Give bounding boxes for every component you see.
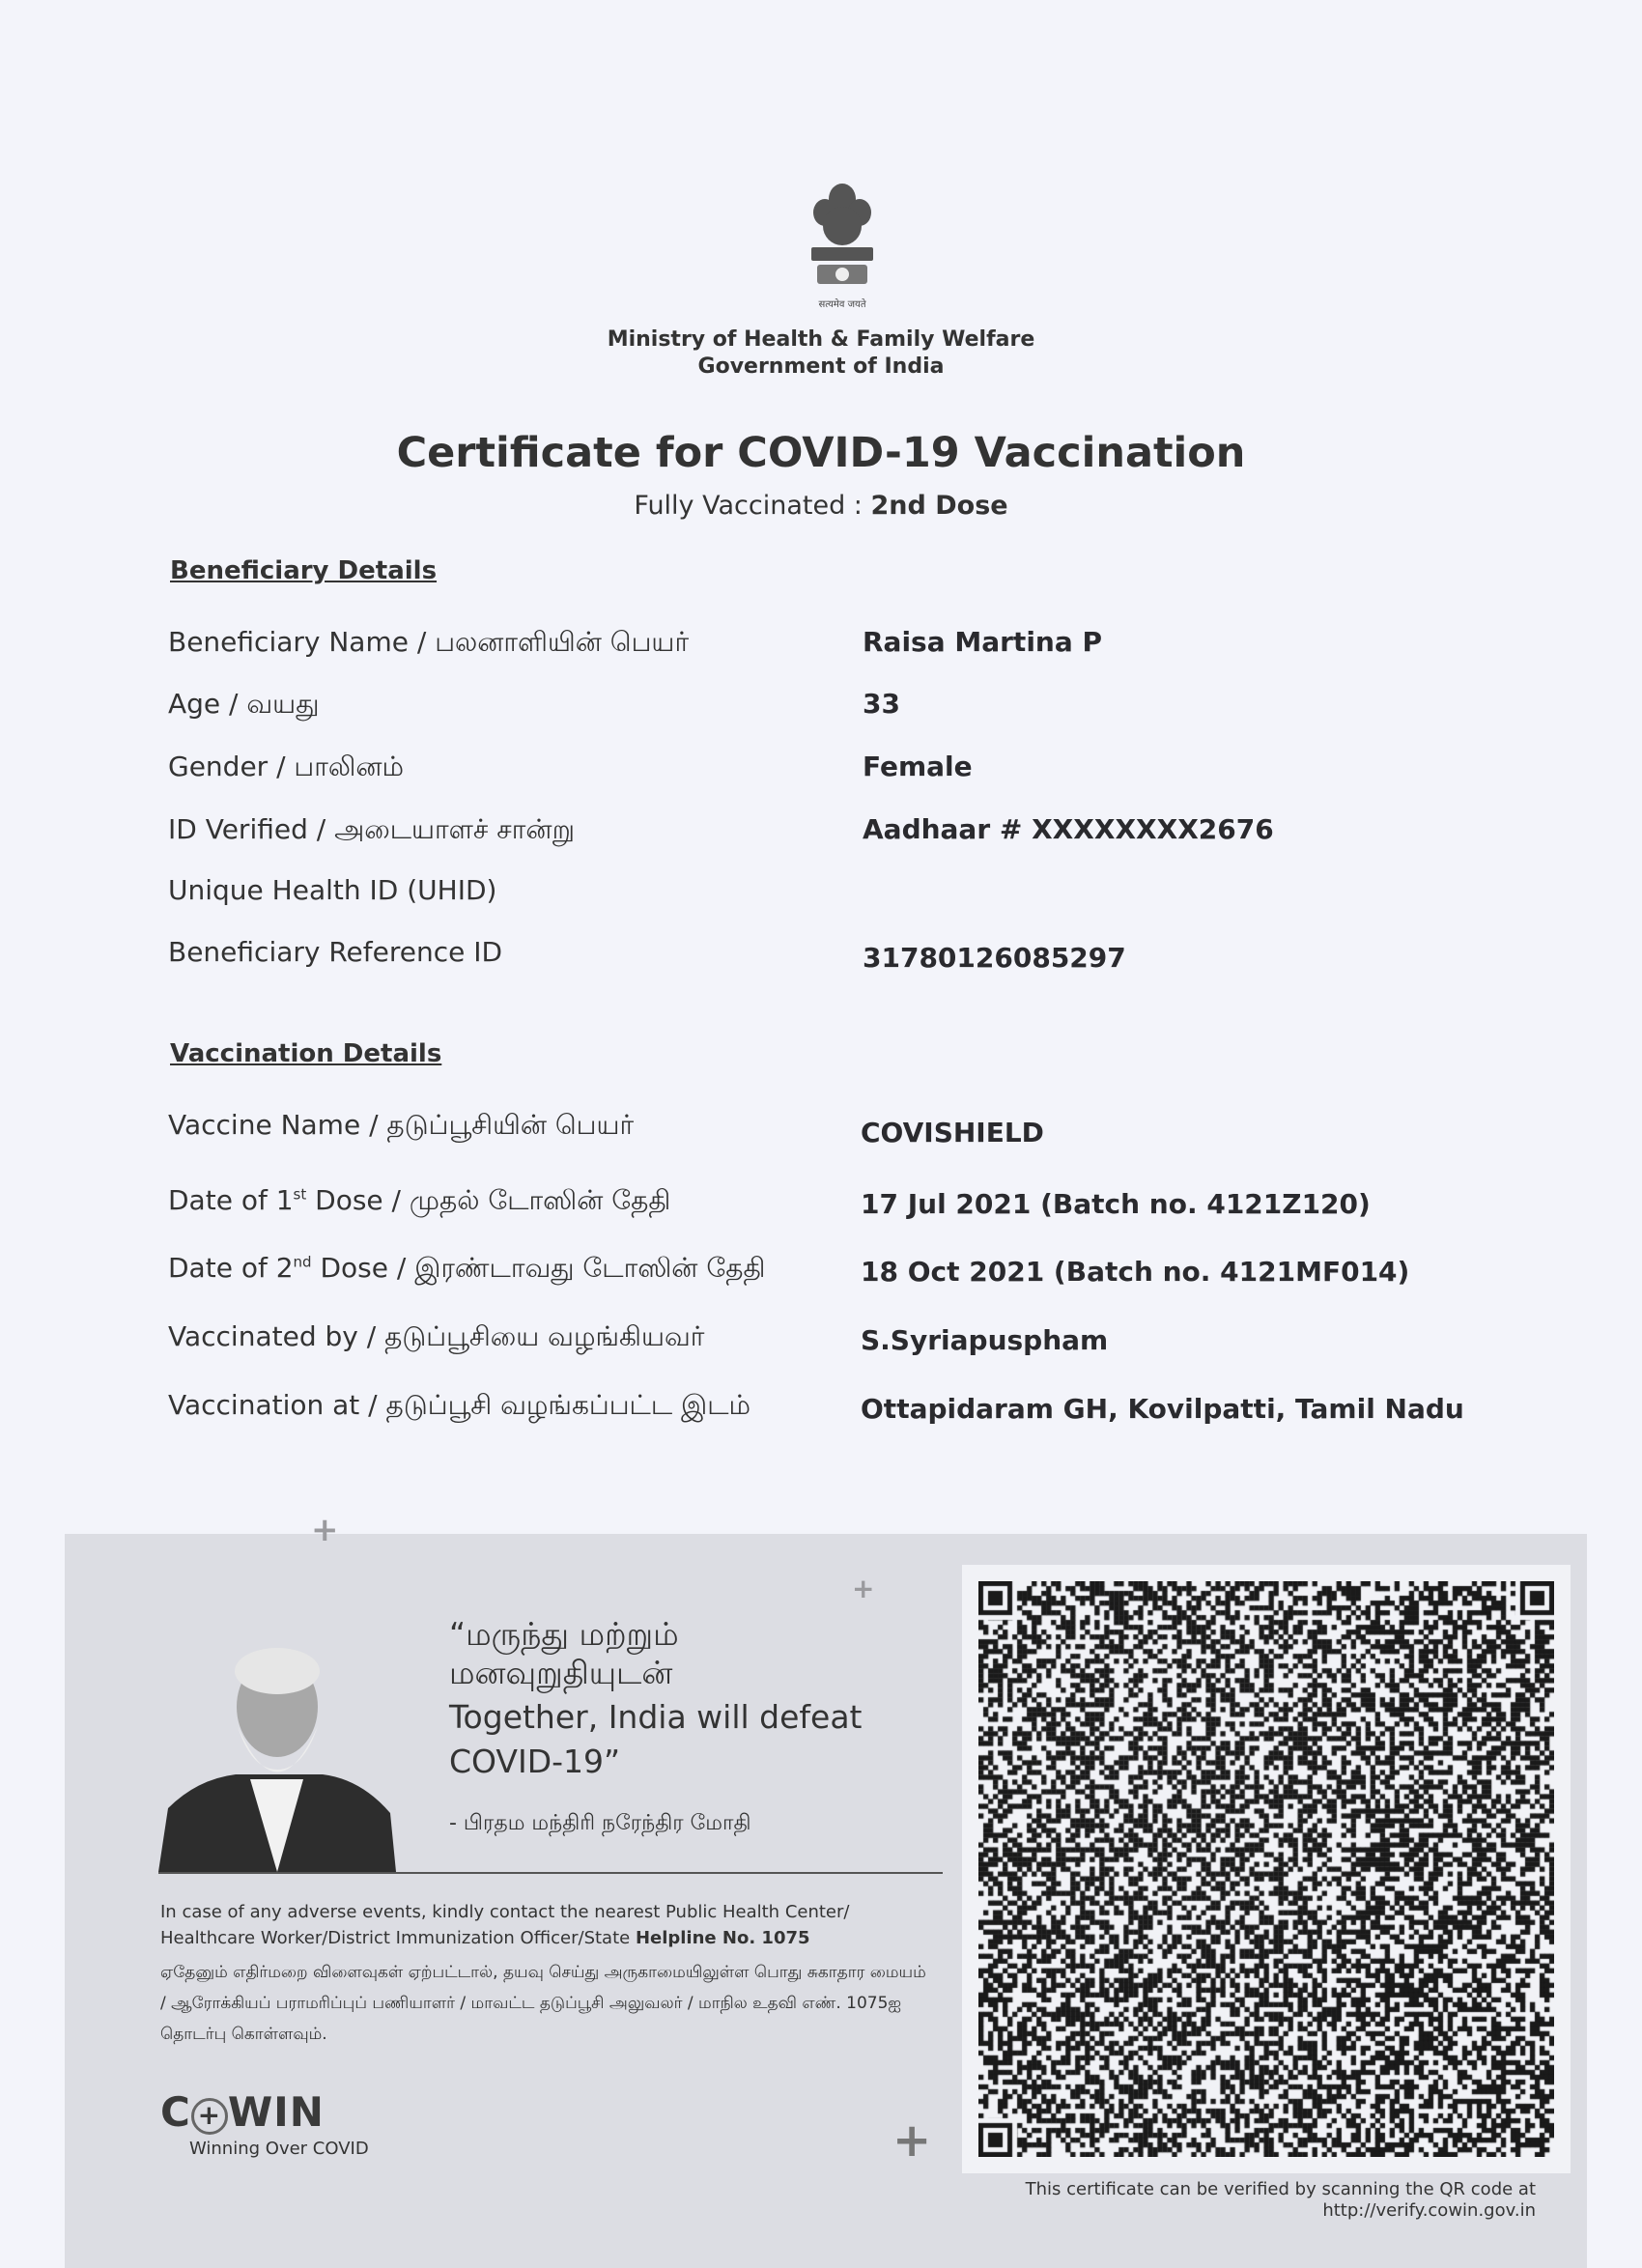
value-name: Raisa Martina P — [863, 626, 1103, 658]
qr-code-panel — [962, 1565, 1571, 2173]
ministry-name — [0, 326, 1642, 381]
label-vaccination-at: Vaccination at / தடுப்பூசி வழங்கப்பட்ட இடம் — [168, 1389, 751, 1421]
verify-url: http://verify.cowin.gov.in — [1322, 2200, 1536, 2221]
value-vaccine-name: COVISHIELD — [861, 1117, 1044, 1148]
cowin-tagline: Winning Over COVID — [189, 2139, 369, 2159]
helpline: Helpline No. 1075 — [635, 1928, 810, 1948]
adverse-text: In case of any adverse events, kindly contact the nearest Public Health Center/ Healthcare Worker/District Immunization Officer/State — [160, 1902, 850, 1948]
prime-minister-photo — [158, 1634, 396, 1872]
value-dose-1: 17 Jul 2021 (Batch no. 4121Z120) — [861, 1188, 1371, 1220]
label-age: Age / வயது — [168, 688, 320, 720]
value-reference-id: 31780126085297 — [863, 942, 1126, 974]
cowin-logo — [160, 2088, 325, 2136]
value-vaccination-at: Ottapidaram GH, Kovilpatti, Tamil Nadu — [861, 1393, 1464, 1425]
label-sup: st — [293, 1185, 307, 1204]
adverse-events-english — [160, 1899, 933, 1951]
value-age: 33 — [863, 688, 900, 720]
label-text: Date of 2 — [168, 1252, 294, 1284]
label-text: Date of 1 — [168, 1184, 294, 1216]
quote-tamil-line: “மருந்து மற்றும் — [449, 1615, 679, 1653]
status-label: Fully Vaccinated : — [634, 491, 871, 521]
quote-tamil-line: மனவுறுதியுடன் — [449, 1654, 673, 1691]
quote-attribution: - பிரதம மந்திரி நரேந்திர மோதி — [449, 1811, 751, 1835]
vaccination-status — [0, 491, 1642, 521]
adverse-events-tamil: ஏதேனும் எதிர்மறை விளைவுகள் ஏற்பட்டால், தயவு செய்து அருகாமையிலுள்ள பொது சுகாதார மையம் / ஆரோக்கியப் பராமரிப்புப் பணியாளர் / மாவட்ட தடுப்பூசி அலுவலர் / மாநில உதவி எண். 1075ஐ தொடர்பு கொள்ளவும். — [160, 1963, 926, 2044]
value-dose-2: 18 Oct 2021 (Batch no. 4121MF014) — [861, 1256, 1410, 1288]
cowin-c: C — [160, 2088, 191, 2136]
ministry-line: Ministry of Health & Family Welfare — [607, 327, 1035, 352]
value-vaccinated-by: S.Syriapuspham — [861, 1324, 1109, 1356]
label-text: Dose / முதல் டோஸின் தேதி — [306, 1184, 671, 1216]
quote-english-line: COVID-19” — [449, 1743, 621, 1780]
verify-note — [1026, 2179, 1536, 2222]
national-emblem-icon — [798, 178, 887, 313]
label-vaccine-name: Vaccine Name / தடுப்பூசியின் பெயர் — [168, 1109, 635, 1141]
label-id-verified: ID Verified / அடையாளச் சான்று — [168, 813, 575, 845]
quote-english-line: Together, India will defeat — [449, 1698, 863, 1736]
value-gender: Female — [863, 751, 973, 782]
label-gender: Gender / பாலினம் — [168, 751, 405, 782]
label-dose-1 — [168, 1184, 670, 1220]
label-vaccinated-by: Vaccinated by / தடுப்பூசியை வழங்கியவர் — [168, 1320, 705, 1352]
cowin-win: WIN — [227, 2088, 325, 2136]
qr-code[interactable] — [978, 1581, 1554, 2157]
label-name: Beneficiary Name / பலனாளியின் பெயர் — [168, 626, 690, 658]
label-dose-2 — [168, 1252, 765, 1288]
beneficiary-details-heading: Beneficiary Details — [170, 556, 438, 585]
plus-icon: + — [852, 1573, 875, 1604]
vaccination-details-heading: Vaccination Details — [170, 1039, 442, 1068]
divider — [158, 1872, 943, 1874]
label-uhid: Unique Health ID (UHID) — [168, 874, 497, 906]
label-sup: nd — [293, 1253, 312, 1271]
value-id-verified: Aadhaar # XXXXXXXX2676 — [863, 813, 1274, 845]
cowin-plus-icon: + — [191, 2098, 228, 2135]
plus-icon: + — [892, 2113, 932, 2168]
label-text: Dose / இரண்டாவது டோஸின் தேதி — [311, 1252, 766, 1284]
verify-text: This certificate can be verified by scanning the QR code at — [1025, 2179, 1536, 2199]
government-line: Government of India — [697, 354, 945, 379]
plus-icon: + — [311, 1511, 339, 1549]
status-value: 2nd Dose — [870, 491, 1008, 521]
emblem-motto: सत्यमेव जयते — [818, 299, 866, 310]
page-title: Certificate for COVID-19 Vaccination — [396, 429, 1246, 477]
label-reference-id: Beneficiary Reference ID — [168, 936, 503, 968]
quote — [449, 1615, 863, 1781]
